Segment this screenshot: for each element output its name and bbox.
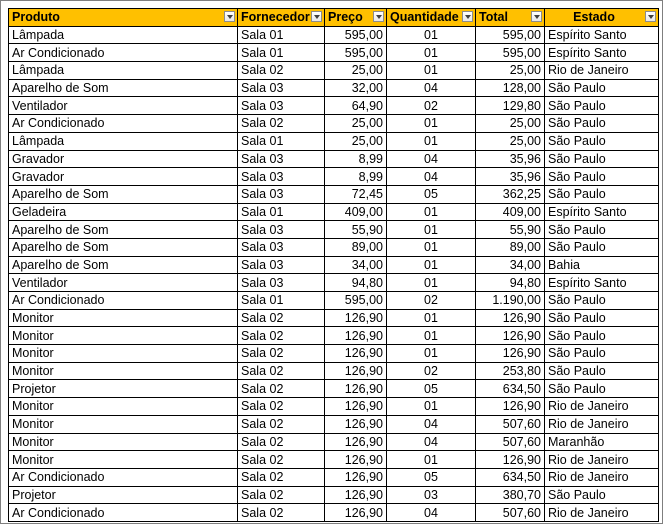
- table-row: [9, 203, 659, 221]
- cell-quantidade[interactable]: 01: [387, 398, 476, 416]
- table-body: [9, 26, 659, 521]
- cell-quantidade[interactable]: 01: [387, 256, 476, 274]
- cell-total[interactable]: 126,90: [476, 327, 545, 345]
- table-row: [9, 168, 659, 186]
- cell-total[interactable]: 126,90: [476, 451, 545, 469]
- cell-estado[interactable]: São Paulo: [545, 380, 659, 398]
- filter-dropdown-icon[interactable]: [311, 11, 322, 22]
- cell-estado[interactable]: Bahia: [545, 256, 659, 274]
- cell-fornecedor[interactable]: Sala 03: [238, 185, 325, 203]
- cell-estado[interactable]: São Paulo: [545, 115, 659, 133]
- cell-total[interactable]: 35,96: [476, 150, 545, 168]
- product-table: [8, 8, 659, 522]
- cell-total[interactable]: 25,00: [476, 115, 545, 133]
- cell-fornecedor[interactable]: Sala 02: [238, 115, 325, 133]
- cell-fornecedor[interactable]: Sala 02: [238, 468, 325, 486]
- cell-estado[interactable]: São Paulo: [545, 238, 659, 256]
- cell-quantidade[interactable]: 02: [387, 97, 476, 115]
- cell-preco[interactable]: 94,80: [325, 274, 387, 292]
- cell-fornecedor[interactable]: Sala 02: [238, 380, 325, 398]
- cell-fornecedor[interactable]: Sala 03: [238, 150, 325, 168]
- cell-produto[interactable]: Monitor: [9, 327, 238, 345]
- cell-preco[interactable]: 409,00: [325, 203, 387, 221]
- cell-preco[interactable]: 126,90: [325, 504, 387, 522]
- cell-quantidade[interactable]: 01: [387, 327, 476, 345]
- cell-fornecedor[interactable]: Sala 02: [238, 345, 325, 363]
- cell-estado[interactable]: Espírito Santo: [545, 26, 659, 44]
- cell-total[interactable]: 507,60: [476, 433, 545, 451]
- cell-total[interactable]: 362,25: [476, 185, 545, 203]
- cell-preco[interactable]: 126,90: [325, 362, 387, 380]
- cell-produto[interactable]: Gravador: [9, 150, 238, 168]
- cell-preco[interactable]: 126,90: [325, 486, 387, 504]
- cell-produto[interactable]: Projetor: [9, 486, 238, 504]
- cell-quantidade[interactable]: 05: [387, 380, 476, 398]
- cell-quantidade[interactable]: 01: [387, 115, 476, 133]
- cell-fornecedor[interactable]: Sala 03: [238, 168, 325, 186]
- cell-produto[interactable]: Aparelho de Som: [9, 79, 238, 97]
- cell-preco[interactable]: 55,90: [325, 221, 387, 239]
- header-preco: [325, 9, 387, 27]
- cell-produto[interactable]: Monitor: [9, 415, 238, 433]
- cell-fornecedor[interactable]: Sala 01: [238, 203, 325, 221]
- cell-produto[interactable]: Gravador: [9, 168, 238, 186]
- cell-total[interactable]: 25,00: [476, 132, 545, 150]
- cell-total[interactable]: 1.190,00: [476, 292, 545, 310]
- cell-estado[interactable]: São Paulo: [545, 221, 659, 239]
- cell-estado[interactable]: São Paulo: [545, 362, 659, 380]
- cell-fornecedor[interactable]: Sala 01: [238, 44, 325, 62]
- cell-quantidade[interactable]: 01: [387, 274, 476, 292]
- cell-produto[interactable]: Ar Condicionado: [9, 44, 238, 62]
- table-row: [9, 79, 659, 97]
- cell-estado[interactable]: Espírito Santo: [545, 274, 659, 292]
- header-label: Total: [479, 10, 508, 25]
- cell-quantidade[interactable]: 02: [387, 362, 476, 380]
- cell-total[interactable]: 126,90: [476, 309, 545, 327]
- cell-preco[interactable]: 126,90: [325, 415, 387, 433]
- cell-produto[interactable]: Monitor: [9, 433, 238, 451]
- filter-dropdown-icon[interactable]: [373, 11, 384, 22]
- table-row: [9, 44, 659, 62]
- cell-fornecedor[interactable]: Sala 02: [238, 62, 325, 80]
- cell-quantidade[interactable]: 01: [387, 62, 476, 80]
- cell-quantidade[interactable]: 01: [387, 26, 476, 44]
- cell-total[interactable]: 126,90: [476, 398, 545, 416]
- table-row: [9, 504, 659, 522]
- table-row: [9, 185, 659, 203]
- cell-preco[interactable]: 126,90: [325, 380, 387, 398]
- table-row: [9, 486, 659, 504]
- header-fornecedor: [238, 9, 325, 27]
- cell-quantidade[interactable]: 03: [387, 486, 476, 504]
- cell-produto[interactable]: Ar Condicionado: [9, 292, 238, 310]
- cell-total[interactable]: 89,00: [476, 238, 545, 256]
- header-label: Produto: [12, 10, 60, 25]
- cell-quantidade[interactable]: 04: [387, 433, 476, 451]
- cell-estado[interactable]: Rio de Janeiro: [545, 415, 659, 433]
- cell-preco[interactable]: 25,00: [325, 115, 387, 133]
- cell-total[interactable]: 94,80: [476, 274, 545, 292]
- cell-preco[interactable]: 595,00: [325, 26, 387, 44]
- filter-dropdown-icon[interactable]: [462, 11, 473, 22]
- cell-produto[interactable]: Projetor: [9, 380, 238, 398]
- cell-quantidade[interactable]: 02: [387, 292, 476, 310]
- filter-dropdown-icon[interactable]: [531, 11, 542, 22]
- cell-preco[interactable]: 126,90: [325, 398, 387, 416]
- table-row: [9, 150, 659, 168]
- cell-fornecedor[interactable]: Sala 01: [238, 26, 325, 44]
- table-row: [9, 26, 659, 44]
- cell-total[interactable]: 25,00: [476, 62, 545, 80]
- table-row: [9, 327, 659, 345]
- cell-preco[interactable]: 126,90: [325, 433, 387, 451]
- cell-total[interactable]: 253,80: [476, 362, 545, 380]
- cell-fornecedor[interactable]: Sala 03: [238, 274, 325, 292]
- cell-produto[interactable]: Lâmpada: [9, 132, 238, 150]
- table-row: [9, 398, 659, 416]
- cell-estado[interactable]: São Paulo: [545, 150, 659, 168]
- filter-dropdown-icon[interactable]: [224, 11, 235, 22]
- cell-total[interactable]: 126,90: [476, 345, 545, 363]
- cell-quantidade[interactable]: 01: [387, 309, 476, 327]
- table-row: [9, 132, 659, 150]
- cell-estado[interactable]: São Paulo: [545, 486, 659, 504]
- cell-produto[interactable]: Aparelho de Som: [9, 256, 238, 274]
- cell-quantidade[interactable]: 04: [387, 168, 476, 186]
- header-label: Fornecedor: [241, 10, 310, 25]
- cell-fornecedor[interactable]: Sala 02: [238, 362, 325, 380]
- cell-produto[interactable]: Aparelho de Som: [9, 185, 238, 203]
- cell-fornecedor[interactable]: Sala 02: [238, 415, 325, 433]
- cell-quantidade[interactable]: 01: [387, 451, 476, 469]
- cell-quantidade[interactable]: 04: [387, 504, 476, 522]
- cell-produto[interactable]: Lâmpada: [9, 26, 238, 44]
- table-row: [9, 256, 659, 274]
- cell-estado[interactable]: Rio de Janeiro: [545, 468, 659, 486]
- table-row: [9, 345, 659, 363]
- table-row: [9, 221, 659, 239]
- cell-estado[interactable]: São Paulo: [545, 79, 659, 97]
- cell-total[interactable]: 507,60: [476, 504, 545, 522]
- cell-fornecedor[interactable]: Sala 03: [238, 221, 325, 239]
- cell-preco[interactable]: 89,00: [325, 238, 387, 256]
- cell-preco[interactable]: 595,00: [325, 44, 387, 62]
- cell-total[interactable]: 595,00: [476, 26, 545, 44]
- cell-fornecedor[interactable]: Sala 01: [238, 132, 325, 150]
- table-row: [9, 309, 659, 327]
- cell-quantidade[interactable]: 05: [387, 468, 476, 486]
- cell-fornecedor[interactable]: Sala 03: [238, 256, 325, 274]
- cell-produto[interactable]: Monitor: [9, 309, 238, 327]
- cell-fornecedor[interactable]: Sala 02: [238, 309, 325, 327]
- cell-quantidade[interactable]: 01: [387, 345, 476, 363]
- cell-fornecedor[interactable]: Sala 02: [238, 327, 325, 345]
- cell-produto[interactable]: Ventilador: [9, 97, 238, 115]
- table-row: [9, 292, 659, 310]
- cell-estado[interactable]: São Paulo: [545, 168, 659, 186]
- cell-fornecedor[interactable]: Sala 03: [238, 79, 325, 97]
- header-label: Estado: [573, 10, 615, 25]
- cell-estado[interactable]: São Paulo: [545, 132, 659, 150]
- cell-preco[interactable]: 126,90: [325, 468, 387, 486]
- cell-produto[interactable]: Ventilador: [9, 274, 238, 292]
- cell-fornecedor[interactable]: Sala 02: [238, 451, 325, 469]
- table-row: [9, 274, 659, 292]
- cell-quantidade[interactable]: 01: [387, 44, 476, 62]
- cell-quantidade[interactable]: 05: [387, 185, 476, 203]
- cell-estado[interactable]: São Paulo: [545, 309, 659, 327]
- cell-preco[interactable]: 8,99: [325, 168, 387, 186]
- cell-produto[interactable]: Monitor: [9, 398, 238, 416]
- table-row: [9, 362, 659, 380]
- cell-estado[interactable]: Espírito Santo: [545, 203, 659, 221]
- cell-estado[interactable]: Maranhão: [545, 433, 659, 451]
- cell-estado[interactable]: São Paulo: [545, 345, 659, 363]
- cell-estado[interactable]: São Paulo: [545, 327, 659, 345]
- cell-preco[interactable]: 72,45: [325, 185, 387, 203]
- table-row: [9, 380, 659, 398]
- cell-total[interactable]: 595,00: [476, 44, 545, 62]
- cell-fornecedor[interactable]: Sala 03: [238, 97, 325, 115]
- cell-estado[interactable]: São Paulo: [545, 97, 659, 115]
- cell-total[interactable]: 55,90: [476, 221, 545, 239]
- cell-produto[interactable]: Lâmpada: [9, 62, 238, 80]
- cell-preco[interactable]: 8,99: [325, 150, 387, 168]
- header-produto: [9, 9, 238, 27]
- table-row: [9, 238, 659, 256]
- cell-produto[interactable]: Ar Condicionado: [9, 504, 238, 522]
- cell-fornecedor[interactable]: Sala 02: [238, 433, 325, 451]
- cell-total[interactable]: 634,50: [476, 380, 545, 398]
- cell-quantidade[interactable]: 01: [387, 221, 476, 239]
- header-label: Preço: [328, 10, 363, 25]
- cell-quantidade[interactable]: 04: [387, 79, 476, 97]
- filter-dropdown-icon[interactable]: [645, 11, 656, 22]
- cell-preco[interactable]: 126,90: [325, 345, 387, 363]
- cell-fornecedor[interactable]: Sala 02: [238, 486, 325, 504]
- cell-produto[interactable]: Monitor: [9, 362, 238, 380]
- cell-total[interactable]: 34,00: [476, 256, 545, 274]
- table-row: [9, 415, 659, 433]
- header-total: [476, 9, 545, 27]
- cell-produto[interactable]: Geladeira: [9, 203, 238, 221]
- cell-preco[interactable]: 25,00: [325, 62, 387, 80]
- cell-preco[interactable]: 126,90: [325, 309, 387, 327]
- header-quantidade: [387, 9, 476, 27]
- cell-estado[interactable]: Espírito Santo: [545, 44, 659, 62]
- cell-total[interactable]: 128,00: [476, 79, 545, 97]
- cell-quantidade[interactable]: 01: [387, 132, 476, 150]
- cell-estado[interactable]: Rio de Janeiro: [545, 62, 659, 80]
- cell-fornecedor[interactable]: Sala 03: [238, 238, 325, 256]
- cell-estado[interactable]: Rio de Janeiro: [545, 398, 659, 416]
- table-row: [9, 97, 659, 115]
- header-estado: [545, 9, 659, 27]
- table-row: [9, 451, 659, 469]
- cell-produto[interactable]: Ar Condicionado: [9, 115, 238, 133]
- cell-preco[interactable]: 126,90: [325, 327, 387, 345]
- cell-quantidade[interactable]: 01: [387, 203, 476, 221]
- cell-preco[interactable]: 64,90: [325, 97, 387, 115]
- cell-quantidade[interactable]: 04: [387, 150, 476, 168]
- cell-total[interactable]: 129,80: [476, 97, 545, 115]
- cell-fornecedor[interactable]: Sala 02: [238, 398, 325, 416]
- table-row: [9, 433, 659, 451]
- cell-preco[interactable]: 32,00: [325, 79, 387, 97]
- cell-produto[interactable]: Monitor: [9, 451, 238, 469]
- cell-fornecedor[interactable]: Sala 02: [238, 504, 325, 522]
- cell-fornecedor[interactable]: Sala 01: [238, 292, 325, 310]
- cell-total[interactable]: 507,60: [476, 415, 545, 433]
- cell-total[interactable]: 634,50: [476, 468, 545, 486]
- cell-quantidade[interactable]: 01: [387, 238, 476, 256]
- cell-produto[interactable]: Aparelho de Som: [9, 238, 238, 256]
- table-row: [9, 468, 659, 486]
- cell-preco[interactable]: 595,00: [325, 292, 387, 310]
- cell-produto[interactable]: Monitor: [9, 345, 238, 363]
- cell-estado[interactable]: Rio de Janeiro: [545, 504, 659, 522]
- cell-produto[interactable]: Ar Condicionado: [9, 468, 238, 486]
- cell-total[interactable]: 380,70: [476, 486, 545, 504]
- cell-produto[interactable]: Aparelho de Som: [9, 221, 238, 239]
- cell-estado[interactable]: São Paulo: [545, 292, 659, 310]
- cell-quantidade[interactable]: 04: [387, 415, 476, 433]
- cell-estado[interactable]: Rio de Janeiro: [545, 451, 659, 469]
- table-row: [9, 62, 659, 80]
- cell-total[interactable]: 35,96: [476, 168, 545, 186]
- cell-preco[interactable]: 25,00: [325, 132, 387, 150]
- cell-total[interactable]: 409,00: [476, 203, 545, 221]
- header-row: [9, 9, 659, 27]
- cell-estado[interactable]: São Paulo: [545, 185, 659, 203]
- cell-preco[interactable]: 126,90: [325, 451, 387, 469]
- cell-preco[interactable]: 34,00: [325, 256, 387, 274]
- header-label: Quantidade: [390, 10, 459, 25]
- table-row: [9, 115, 659, 133]
